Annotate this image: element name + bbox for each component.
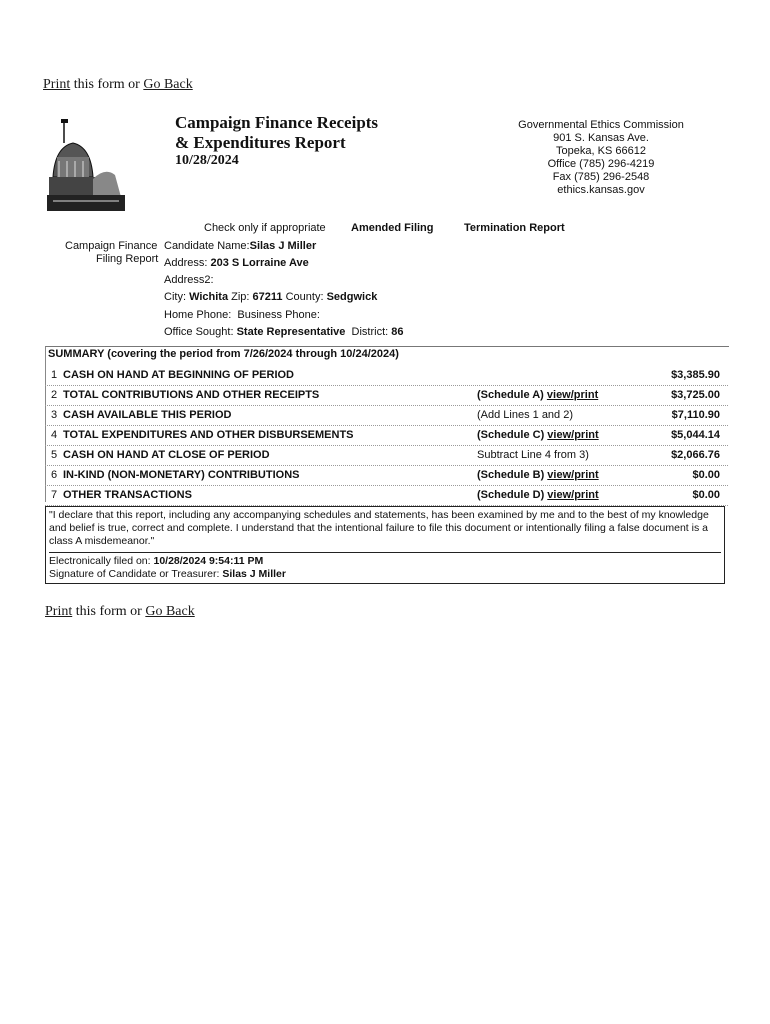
signature-line [49,568,721,581]
print-link[interactable]: Print [43,77,71,92]
row-amount: $0.00 [692,489,720,501]
row-amount: $7,110.90 [671,409,720,421]
zip-label: Zip: [231,291,250,303]
agency-city: Topeka, KS 66612 [556,145,646,157]
view-print-link[interactable]: view/print [547,489,599,501]
top-nav [43,77,193,93]
summary-row [45,385,728,406]
candidate-line [164,240,316,252]
amended-filing: Amended Filing [351,222,434,234]
row-schedule [477,409,573,421]
filed-line [49,555,721,568]
title-line-2: & Expenditures Report [175,133,346,152]
agency-street: 901 S. Kansas Ave. [553,132,649,144]
summary-row [45,405,728,426]
report-label-1: Campaign Finance [65,240,158,252]
agency-block [491,119,711,197]
row-amount: $5,044.14 [671,429,720,441]
agency-fax: Fax (785) 296-2548 [552,171,650,183]
summary-heading: SUMMARY (covering the period from 7/26/2024 through 10/24/2024) [48,348,399,360]
summary-row [45,465,728,486]
row-amount: $3,385.90 [671,369,720,381]
row-schedule [477,429,599,441]
termination-report: Termination Report [464,222,565,234]
row-amount: $2,066.76 [671,449,720,461]
row-label: IN-KIND (NON-MONETARY) CONTRIBUTIONS [63,469,300,481]
row-label: CASH AVAILABLE THIS PERIOD [63,409,232,421]
office-label: Office Sought: [164,326,234,338]
summary-row [45,425,728,446]
schedule-label: (Schedule D) [477,489,545,501]
row-label: OTHER TRANSACTIONS [63,489,192,501]
go-back-link[interactable]: Go Back [143,77,193,92]
nav-text-bottom: this form or [75,604,142,619]
county-label: County: [285,291,324,303]
report-title [175,113,378,153]
row-number: 3 [51,409,58,421]
filed-value: 10/28/2024 9:54:11 PM [153,555,264,567]
row-label: TOTAL EXPENDITURES AND OTHER DISBURSEMENTS [63,429,354,441]
declaration-text: "I declare that this report, including any accompanying schedules and statements, has been examined by me and to the best of my knowledge and belief is true, correct and complete. I understand that the intentional failure to file this document or intentionally filing a false document is a class A misdemeanor." [49,509,709,547]
nav-text: this form or [73,77,140,92]
address-line [164,257,309,269]
row-number: 4 [51,429,58,441]
phone-line [164,309,320,321]
home-phone-label: Home Phone: [164,309,232,321]
row-number: 2 [51,389,58,401]
bottom-nav [45,604,195,620]
kansas-capitol-seal-icon [45,117,127,213]
agency-website: ethics.kansas.gov [557,184,645,196]
city-line [164,291,377,303]
filed-label: Electronically filed on: [49,555,151,567]
print-link-bottom[interactable]: Print [45,604,73,619]
row-number: 5 [51,449,58,461]
view-print-link[interactable]: view/print [547,469,599,481]
report-label-2: Filing Report [96,253,159,265]
row-label: TOTAL CONTRIBUTIONS AND OTHER RECEIPTS [63,389,320,401]
schedule-label: Subtract Line 4 from 3) [477,449,589,461]
row-number: 6 [51,469,58,481]
row-number: 1 [51,369,58,381]
row-schedule [477,449,589,461]
signature-value: Silas J Miller [222,568,286,580]
row-label: CASH ON HAND AT CLOSE OF PERIOD [63,449,270,461]
row-amount: $0.00 [692,469,720,481]
row-amount: $3,725.00 [671,389,720,401]
row-number: 7 [51,489,58,501]
district-label: District: [351,326,389,338]
city-label: City: [164,291,186,303]
schedule-label: (Add Lines 1 and 2) [477,409,574,421]
view-print-link[interactable]: view/print [547,429,599,441]
candidate-name: Silas J Miller [249,240,317,252]
county-value: Sedgwick [326,291,378,303]
view-print-link[interactable]: view/print [546,389,599,401]
address-label: Address: [164,257,208,269]
summary-row [45,445,728,466]
signature-label: Signature of Candidate or Treasurer: [49,568,220,580]
candidate-label: Candidate Name: [164,240,250,252]
summary-row [45,485,728,506]
title-line-1: Campaign Finance Receipts [175,113,379,132]
summary-row [45,365,728,386]
office-value: State Representative [236,326,346,338]
report-date: 10/28/2024 [175,153,239,168]
agency-office-phone: Office (785) 296-4219 [547,158,655,170]
row-label: CASH ON HAND AT BEGINNING OF PERIOD [63,369,295,381]
go-back-link-bottom[interactable]: Go Back [145,604,195,619]
district-value: 86 [391,326,404,338]
agency-name: Governmental Ethics Commission [518,119,684,131]
declaration-box [45,506,725,584]
address2-label: Address2: [164,274,214,286]
city-value: Wichita [189,291,229,303]
schedule-label: (Schedule A) [477,389,544,401]
filing-info [49,552,721,581]
office-line [164,326,404,338]
row-schedule [477,389,598,401]
address-value: 203 S Lorraine Ave [210,257,309,269]
zip-value: 67211 [252,291,283,303]
row-schedule [477,469,599,481]
check-label: Check only if appropriate [204,222,326,234]
schedule-label: (Schedule C) [477,429,545,441]
row-schedule [477,489,599,501]
schedule-label: (Schedule B) [477,469,545,481]
business-phone-label: Business Phone: [237,309,320,321]
